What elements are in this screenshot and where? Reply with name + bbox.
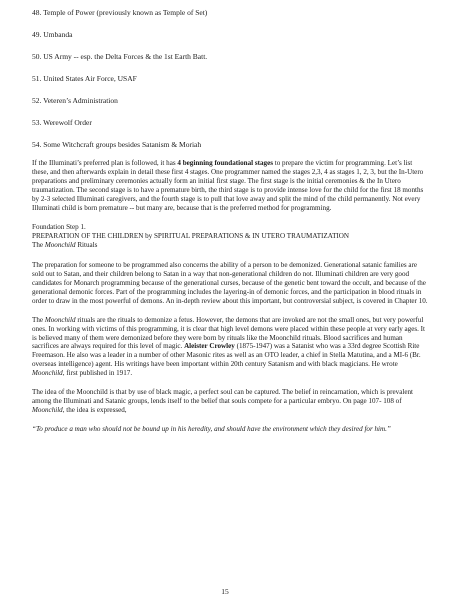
paragraph-text: first published in 1917. xyxy=(64,369,133,378)
list-item: 51. United States Air Force, USAF xyxy=(32,74,137,83)
quote: “To produce a man who should not be bound up in his heredity, and should have the environment which they desired for him.” xyxy=(32,424,391,433)
idea-paragraph xyxy=(32,388,428,415)
section-title: PREPARATION OF THE CHILDREN by SPIRITUAL PREPARATIONS & IN UTERO TRAUMATIZATION xyxy=(32,232,350,241)
list-item: 48. Temple of Power (previously known as Temple of Set) xyxy=(32,8,208,17)
organization-list xyxy=(32,8,428,149)
subtitle-italic: Moonchild xyxy=(44,241,76,250)
list-item: 52. Veteren’s Administration xyxy=(32,96,118,105)
paragraph-text: The idea of the Moonchild is that by use of black magic, a perfect soul can be captured. The belief in reincarnation, which is prevalent among the Illuminati and Satanic groups, lends itself to the belief that souls compete for a particular embryo. On page 107- 108 of xyxy=(32,388,414,405)
intro-text: If the Illuminati’s preferred plan is followed, it has xyxy=(32,159,178,167)
preparation-paragraph: The preparation for someone to be programmed also concerns the ability of a person to be demonized. Generational satanic families are sold out to Satan, and their children belong to Satan in a way that non-generational children do not. Illuminati children are very good candidates for Monarch programming because of the generational curses, because of the genetic bent toward the occult, and because of the generational demonic forces. Part of the programming includes the layering-in of demonic forces, and the participation in blood rituals in order to draw in the most powerful of demons. An in-depth review about this important, but controversial subject, is covered in Chapter 10. xyxy=(32,261,428,305)
paragraph-text: The xyxy=(32,315,45,324)
paragraph-text: the idea is expressed, xyxy=(64,405,127,414)
step-label: Foundation Step 1. xyxy=(32,223,86,232)
section-subtitle xyxy=(32,241,428,250)
paragraph-text: (1875-1947) was a Satanist who was a 33rd degree Scottish Rite Freemason. He also was a leader in a number of other Masonic rites as well as an OTO leader, a chief in Stella Matutina, and a MI-6 (Br. overseas intelligence) agent. His writings have been important within 20th century Satanism and with black magicians. He wrote xyxy=(32,342,421,369)
moonchild-paragraph xyxy=(32,316,428,378)
subtitle-text: Rituals xyxy=(75,241,98,250)
crowley-name: Aleister Crowley xyxy=(184,342,235,351)
intro-text: to prepare the victim for programming. Let’s list these, and then afterwards explain in detail these first 4 stages. One programmer named the stages 2,3, 4 as stages 1, 2, 3, but the In-Utero preparations and preliminary ceremonies actually form an initial first stage. The first stage is the initial ceremonies & the In Utero traumatization. The second stage is to have a premature birth, the third stage is to provide intense love for the child for the first 18 months by 2-3 selected Illuminati caregivers, and the fourth stage is to pull that love away and split the mind of the child permanently. Not every Illuminati child is born premature -- but many are, because that is the preferred method for programming. xyxy=(32,159,424,212)
book-title: Moonchild, xyxy=(32,405,65,414)
intro-paragraph xyxy=(32,159,428,212)
list-item: 50. US Army -- esp. the Delta Forces & the 1st Earth Batt. xyxy=(32,52,208,61)
list-item: 54. Some Witchcraft groups besides Satanism & Moriah xyxy=(32,140,202,149)
page-number: 15 xyxy=(221,587,229,596)
paragraph-italic: Moonchild xyxy=(44,315,76,324)
intro-bold-text: 4 beginning foundational stages xyxy=(177,159,273,167)
subtitle-text: The xyxy=(32,241,45,250)
section-heading xyxy=(32,223,428,250)
list-item: 53. Werewolf Order xyxy=(32,118,92,127)
page-content xyxy=(32,8,428,441)
list-item: 49. Umbanda xyxy=(32,30,73,39)
book-title: Moonchild, xyxy=(32,369,65,378)
paragraph-text: rituals are the rituals to demonize a fetus. However, the demons that are invoked are not the small ones, but very powerful ones. In working with victims of this programming, it is clear that high level demons were placed within these people at very early ages. It is believed many of them were demonized before they were born by rituals like the Moonchild rituals. Blood sacrifices and human sacrifices are always required for this level of magic. xyxy=(32,315,426,351)
